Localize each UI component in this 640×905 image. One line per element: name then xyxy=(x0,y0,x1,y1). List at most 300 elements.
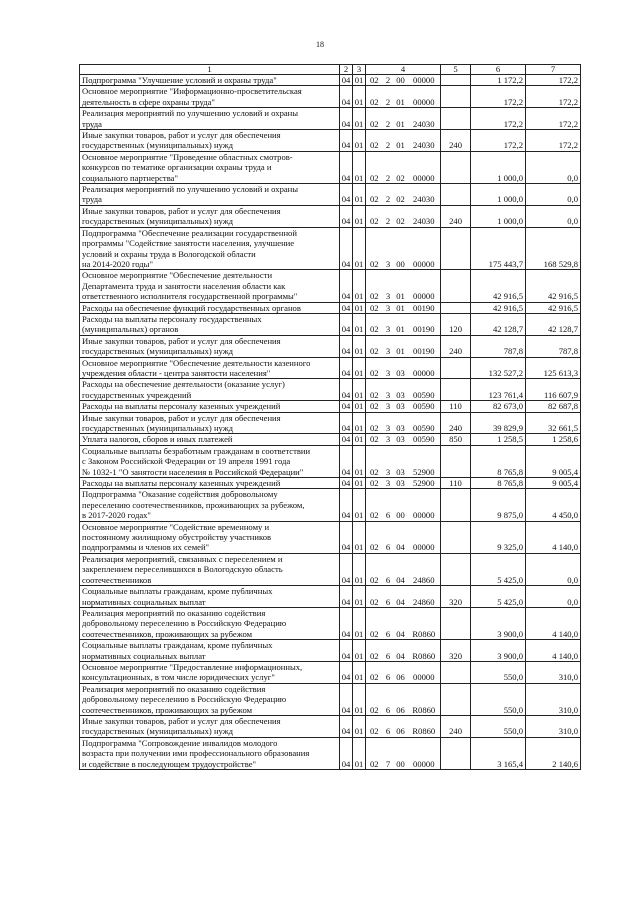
section-code: 04 xyxy=(340,75,353,86)
expense-type-code xyxy=(441,151,471,183)
program-code: 02 xyxy=(366,737,383,769)
subsection-code: 01 xyxy=(353,335,366,357)
expense-type-code xyxy=(441,445,471,477)
program-code: 02 xyxy=(366,640,383,662)
subprogram-code: 3 xyxy=(383,401,394,412)
amount-col-7: 0,0 xyxy=(526,184,581,206)
header-col-7: 7 xyxy=(526,65,581,75)
row-name: Расходы на обеспечение деятельности (оказание услуг) государственных учреждений xyxy=(80,379,340,401)
expense-type-code: 240 xyxy=(441,412,471,434)
subprogram-code: 3 xyxy=(383,445,394,477)
table-row xyxy=(80,151,581,183)
header-col-2: 2 xyxy=(340,65,353,75)
section-code: 04 xyxy=(340,302,353,313)
subprogram-code: 3 xyxy=(383,478,394,489)
section-code: 04 xyxy=(340,205,353,227)
table-row xyxy=(80,205,581,227)
subprogram-code: 2 xyxy=(383,151,394,183)
row-name: Иные закупки товаров, работ и услуг для обеспечения государственных (муниципальных) нужд xyxy=(80,130,340,152)
program-code: 02 xyxy=(366,445,383,477)
activity-code: 03 xyxy=(394,478,408,489)
amount-col-6: 9 325,0 xyxy=(471,521,526,553)
row-name: Основное мероприятие "Обеспечение деятельности Департамента труда и занятости населения области как ответственного исполнителя государственной программы" xyxy=(80,270,340,302)
section-code: 04 xyxy=(340,445,353,477)
subsection-code: 01 xyxy=(353,737,366,769)
amount-col-6: 3 900,0 xyxy=(471,607,526,639)
direction-code: 24860 xyxy=(408,553,441,585)
direction-code: 00000 xyxy=(408,357,441,379)
program-code: 02 xyxy=(366,335,383,357)
subsection-code: 01 xyxy=(353,401,366,412)
table-row xyxy=(80,108,581,130)
amount-col-7: 0,0 xyxy=(526,553,581,585)
row-name: Расходы на выплаты персоналу казенных учреждений xyxy=(80,478,340,489)
section-code: 04 xyxy=(340,401,353,412)
program-code: 02 xyxy=(366,313,383,335)
subsection-code: 01 xyxy=(353,521,366,553)
expense-type-code: 240 xyxy=(441,715,471,737)
row-name: Социальные выплаты гражданам, кроме публичных нормативных социальных выплат xyxy=(80,586,340,608)
subprogram-code: 6 xyxy=(383,640,394,662)
amount-col-7: 172,2 xyxy=(526,108,581,130)
subsection-code: 01 xyxy=(353,108,366,130)
program-code: 02 xyxy=(366,521,383,553)
header-col-1: 1 xyxy=(80,65,340,75)
amount-col-7: 0,0 xyxy=(526,586,581,608)
subsection-code: 01 xyxy=(353,489,366,521)
subprogram-code: 6 xyxy=(383,489,394,521)
subprogram-code: 2 xyxy=(383,75,394,86)
amount-col-7: 82 687,8 xyxy=(526,401,581,412)
amount-col-6: 550,0 xyxy=(471,683,526,715)
amount-col-7: 168 529,8 xyxy=(526,227,581,270)
row-name: Иные закупки товаров, работ и услуг для обеспечения государственных (муниципальных) нужд xyxy=(80,205,340,227)
amount-col-6: 5 425,0 xyxy=(471,553,526,585)
amount-col-6: 42 916,5 xyxy=(471,270,526,302)
expense-type-code xyxy=(441,379,471,401)
row-name: Реализация мероприятий по оказанию содействия добровольному переселению в Российскую Федерацию соотечественников, проживающих за рубежом xyxy=(80,683,340,715)
expense-type-code: 110 xyxy=(441,478,471,489)
subprogram-code: 3 xyxy=(383,379,394,401)
subsection-code: 01 xyxy=(353,586,366,608)
table-row xyxy=(80,521,581,553)
section-code: 04 xyxy=(340,478,353,489)
section-code: 04 xyxy=(340,130,353,152)
expense-type-code: 120 xyxy=(441,313,471,335)
table-row xyxy=(80,184,581,206)
row-name: Реализация мероприятий, связанных с переселением и закреплением переселившихся в Вологодскую область соотечественников xyxy=(80,553,340,585)
program-code: 02 xyxy=(366,357,383,379)
program-code: 02 xyxy=(366,302,383,313)
program-code: 02 xyxy=(366,108,383,130)
direction-code: 24030 xyxy=(408,130,441,152)
subprogram-code: 2 xyxy=(383,184,394,206)
direction-code: 00590 xyxy=(408,434,441,445)
amount-col-7: 1 258,6 xyxy=(526,434,581,445)
amount-col-6: 1 172,2 xyxy=(471,75,526,86)
amount-col-6: 172,2 xyxy=(471,130,526,152)
amount-col-6: 1 000,0 xyxy=(471,205,526,227)
amount-col-6: 1 000,0 xyxy=(471,184,526,206)
amount-col-6: 550,0 xyxy=(471,715,526,737)
activity-code: 00 xyxy=(394,737,408,769)
expense-type-code xyxy=(441,521,471,553)
program-code: 02 xyxy=(366,607,383,639)
section-code: 04 xyxy=(340,335,353,357)
direction-code: 00590 xyxy=(408,379,441,401)
section-code: 04 xyxy=(340,553,353,585)
row-name: Уплата налогов, сборов и иных платежей xyxy=(80,434,340,445)
activity-code: 04 xyxy=(394,607,408,639)
amount-col-7: 125 613,3 xyxy=(526,357,581,379)
program-code: 02 xyxy=(366,130,383,152)
direction-code: 24030 xyxy=(408,205,441,227)
activity-code: 03 xyxy=(394,379,408,401)
header-col-6: 6 xyxy=(471,65,526,75)
subprogram-code: 3 xyxy=(383,270,394,302)
amount-col-6: 123 761,4 xyxy=(471,379,526,401)
program-code: 02 xyxy=(366,553,383,585)
program-code: 02 xyxy=(366,184,383,206)
section-code: 04 xyxy=(340,715,353,737)
table-row xyxy=(80,478,581,489)
direction-code: 24030 xyxy=(408,108,441,130)
subprogram-code: 6 xyxy=(383,661,394,683)
row-name: Реализация мероприятий по улучшению условий и охраны труда xyxy=(80,108,340,130)
expense-type-code xyxy=(441,737,471,769)
activity-code: 04 xyxy=(394,521,408,553)
activity-code: 01 xyxy=(394,130,408,152)
direction-code: 00000 xyxy=(408,737,441,769)
activity-code: 06 xyxy=(394,683,408,715)
row-name: Подпрограмма "Обеспечение реализации государственной программы "Содействие занятости населения, улучшение условий и охраны труда в Вологодской области на 2014-2020 годы" xyxy=(80,227,340,270)
table-row xyxy=(80,270,581,302)
table-row xyxy=(80,227,581,270)
section-code: 04 xyxy=(340,227,353,270)
section-code: 04 xyxy=(340,521,353,553)
direction-code: 52900 xyxy=(408,445,441,477)
activity-code: 03 xyxy=(394,412,408,434)
amount-col-6: 172,2 xyxy=(471,108,526,130)
subsection-code: 01 xyxy=(353,607,366,639)
amount-col-7: 4 140,0 xyxy=(526,640,581,662)
section-code: 04 xyxy=(340,270,353,302)
subprogram-code: 2 xyxy=(383,86,394,108)
amount-col-7: 310,0 xyxy=(526,683,581,715)
direction-code: 00000 xyxy=(408,270,441,302)
section-code: 04 xyxy=(340,184,353,206)
subprogram-code: 3 xyxy=(383,434,394,445)
row-name: Основное мероприятие "Проведение областных смотров- конкурсов по тематике организации охраны труда и социального партнерства" xyxy=(80,151,340,183)
expense-type-code xyxy=(441,683,471,715)
direction-code: 00000 xyxy=(408,75,441,86)
row-name: Основное мероприятие "Предоставление информационных, консультационных, в том числе юридических услуг" xyxy=(80,661,340,683)
expense-type-code xyxy=(441,357,471,379)
activity-code: 02 xyxy=(394,205,408,227)
section-code: 04 xyxy=(340,434,353,445)
program-code: 02 xyxy=(366,661,383,683)
activity-code: 01 xyxy=(394,270,408,302)
table-row xyxy=(80,412,581,434)
subprogram-code: 3 xyxy=(383,227,394,270)
amount-col-6: 3 900,0 xyxy=(471,640,526,662)
amount-col-7: 172,2 xyxy=(526,130,581,152)
activity-code: 03 xyxy=(394,401,408,412)
subprogram-code: 6 xyxy=(383,715,394,737)
row-name: Социальные выплаты безработным гражданам в соответствии с Законом Российской Федерации от 19 апреля 1991 года № 1032-1 "О занятости населения в Российской Федерации" xyxy=(80,445,340,477)
expense-type-code xyxy=(441,302,471,313)
table-row xyxy=(80,553,581,585)
section-code: 04 xyxy=(340,683,353,715)
table-row xyxy=(80,130,581,152)
activity-code: 01 xyxy=(394,335,408,357)
direction-code: R0860 xyxy=(408,715,441,737)
subprogram-code: 6 xyxy=(383,521,394,553)
section-code: 04 xyxy=(340,661,353,683)
row-name: Иные закупки товаров, работ и услуг для обеспечения государственных (муниципальных) нужд xyxy=(80,412,340,434)
activity-code: 01 xyxy=(394,86,408,108)
row-name: Иные закупки товаров, работ и услуг для обеспечения государственных (муниципальных) нужд xyxy=(80,715,340,737)
table-row xyxy=(80,445,581,477)
table-row xyxy=(80,489,581,521)
activity-code: 06 xyxy=(394,715,408,737)
amount-col-6: 8 765,8 xyxy=(471,445,526,477)
expense-type-code: 110 xyxy=(441,401,471,412)
program-code: 02 xyxy=(366,75,383,86)
direction-code: 24030 xyxy=(408,184,441,206)
subprogram-code: 2 xyxy=(383,130,394,152)
row-name: Реализация мероприятий по улучшению условий и охраны труда xyxy=(80,184,340,206)
subsection-code: 01 xyxy=(353,205,366,227)
table-row xyxy=(80,335,581,357)
subsection-code: 01 xyxy=(353,661,366,683)
table-row xyxy=(80,737,581,769)
table-row xyxy=(80,661,581,683)
activity-code: 02 xyxy=(394,184,408,206)
direction-code: 00190 xyxy=(408,335,441,357)
direction-code: 00000 xyxy=(408,521,441,553)
subsection-code: 01 xyxy=(353,379,366,401)
amount-col-7: 42 916,5 xyxy=(526,270,581,302)
amount-col-6: 82 673,0 xyxy=(471,401,526,412)
header-col-5: 5 xyxy=(441,65,471,75)
section-code: 04 xyxy=(340,86,353,108)
subprogram-code: 3 xyxy=(383,357,394,379)
row-name: Иные закупки товаров, работ и услуг для обеспечения государственных (муниципальных) нужд xyxy=(80,335,340,357)
expense-type-code xyxy=(441,553,471,585)
row-name: Подпрограмма "Сопровождение инвалидов молодого возраста при получении ими профессионального образования и содействие в последующем трудоустройстве" xyxy=(80,737,340,769)
subprogram-code: 2 xyxy=(383,205,394,227)
direction-code: R0860 xyxy=(408,607,441,639)
row-name: Реализация мероприятий по оказанию содействия добровольному переселению в Российскую Федерацию соотечественников, проживающих за рубежом xyxy=(80,607,340,639)
program-code: 02 xyxy=(366,715,383,737)
program-code: 02 xyxy=(366,379,383,401)
expense-type-code xyxy=(441,661,471,683)
subsection-code: 01 xyxy=(353,302,366,313)
direction-code: R0860 xyxy=(408,640,441,662)
amount-col-7: 310,0 xyxy=(526,661,581,683)
subsection-code: 01 xyxy=(353,434,366,445)
amount-col-6: 39 829,9 xyxy=(471,412,526,434)
direction-code: 00000 xyxy=(408,227,441,270)
amount-col-7: 4 140,0 xyxy=(526,521,581,553)
activity-code: 06 xyxy=(394,661,408,683)
activity-code: 04 xyxy=(394,586,408,608)
activity-code: 03 xyxy=(394,434,408,445)
table-row xyxy=(80,86,581,108)
direction-code: 00190 xyxy=(408,302,441,313)
amount-col-7: 116 607,9 xyxy=(526,379,581,401)
expense-type-code xyxy=(441,75,471,86)
expense-type-code: 320 xyxy=(441,640,471,662)
amount-col-7: 42 916,5 xyxy=(526,302,581,313)
direction-code: 52900 xyxy=(408,478,441,489)
header-col-3: 3 xyxy=(353,65,366,75)
row-name: Расходы на выплаты персоналу государственных (муниципальных) органов xyxy=(80,313,340,335)
row-name: Основное мероприятие "Обеспечение деятельности казенного учреждения области - центра занятости населения" xyxy=(80,357,340,379)
activity-code: 01 xyxy=(394,302,408,313)
amount-col-6: 550,0 xyxy=(471,661,526,683)
subsection-code: 01 xyxy=(353,313,366,335)
program-code: 02 xyxy=(366,86,383,108)
expense-type-code: 240 xyxy=(441,335,471,357)
direction-code: 00000 xyxy=(408,661,441,683)
subsection-code: 01 xyxy=(353,184,366,206)
amount-col-7: 0,0 xyxy=(526,151,581,183)
program-code: 02 xyxy=(366,151,383,183)
subprogram-code: 6 xyxy=(383,553,394,585)
table-row xyxy=(80,434,581,445)
expense-type-code xyxy=(441,108,471,130)
program-code: 02 xyxy=(366,683,383,715)
subsection-code: 01 xyxy=(353,715,366,737)
activity-code: 04 xyxy=(394,640,408,662)
section-code: 04 xyxy=(340,586,353,608)
subsection-code: 01 xyxy=(353,130,366,152)
row-name: Подпрограмма "Улучшение условий и охраны труда" xyxy=(80,75,340,86)
page-number: 18 xyxy=(316,40,324,49)
table-row xyxy=(80,75,581,86)
direction-code: 00590 xyxy=(408,401,441,412)
amount-col-6: 787,8 xyxy=(471,335,526,357)
amount-col-7: 2 140,6 xyxy=(526,737,581,769)
program-code: 02 xyxy=(366,412,383,434)
row-name: Социальные выплаты гражданам, кроме публичных нормативных социальных выплат xyxy=(80,640,340,662)
subsection-code: 01 xyxy=(353,227,366,270)
activity-code: 04 xyxy=(394,553,408,585)
subsection-code: 01 xyxy=(353,683,366,715)
direction-code: 00000 xyxy=(408,489,441,521)
row-name: Подпрограмма "Оказание содействия добровольному переселению соотечественников, проживающих за рубежом, в 2017-2020 годах" xyxy=(80,489,340,521)
section-code: 04 xyxy=(340,357,353,379)
table-row xyxy=(80,401,581,412)
row-name: Основное мероприятие "Содействие временному и постоянному жилищному обустройству участников подпрограммы и членов их семей" xyxy=(80,521,340,553)
subprogram-code: 3 xyxy=(383,412,394,434)
program-code: 02 xyxy=(366,586,383,608)
amount-col-6: 42 128,7 xyxy=(471,313,526,335)
activity-code: 01 xyxy=(394,108,408,130)
table-row xyxy=(80,715,581,737)
program-code: 02 xyxy=(366,434,383,445)
expense-type-code xyxy=(441,489,471,521)
subsection-code: 01 xyxy=(353,553,366,585)
amount-col-6: 1 000,0 xyxy=(471,151,526,183)
amount-col-6: 1 258,5 xyxy=(471,434,526,445)
subprogram-code: 7 xyxy=(383,737,394,769)
amount-col-7: 9 005,4 xyxy=(526,445,581,477)
amount-col-6: 42 916,5 xyxy=(471,302,526,313)
table-body xyxy=(80,75,581,770)
program-code: 02 xyxy=(366,205,383,227)
row-name: Основное мероприятие "Информационно-просветительская деятельность в сфере охраны труда" xyxy=(80,86,340,108)
activity-code: 02 xyxy=(394,151,408,183)
section-code: 04 xyxy=(340,640,353,662)
direction-code: 00000 xyxy=(408,86,441,108)
expense-type-code xyxy=(441,607,471,639)
activity-code: 00 xyxy=(394,227,408,270)
activity-code: 03 xyxy=(394,357,408,379)
subsection-code: 01 xyxy=(353,270,366,302)
expense-type-code: 240 xyxy=(441,130,471,152)
program-code: 02 xyxy=(366,401,383,412)
subsection-code: 01 xyxy=(353,640,366,662)
amount-col-7: 9 005,4 xyxy=(526,478,581,489)
expense-type-code xyxy=(441,227,471,270)
subprogram-code: 6 xyxy=(383,586,394,608)
subprogram-code: 3 xyxy=(383,302,394,313)
amount-col-7: 0,0 xyxy=(526,205,581,227)
subsection-code: 01 xyxy=(353,478,366,489)
program-code: 02 xyxy=(366,478,383,489)
section-code: 04 xyxy=(340,489,353,521)
subsection-code: 01 xyxy=(353,75,366,86)
amount-col-7: 32 661,5 xyxy=(526,412,581,434)
amount-col-7: 310,0 xyxy=(526,715,581,737)
activity-code: 01 xyxy=(394,313,408,335)
table-row xyxy=(80,607,581,639)
expense-type-code xyxy=(441,270,471,302)
subsection-code: 01 xyxy=(353,445,366,477)
direction-code: 00190 xyxy=(408,313,441,335)
direction-code: 00590 xyxy=(408,412,441,434)
table-row xyxy=(80,313,581,335)
header-col-4: 4 xyxy=(366,65,441,75)
program-code: 02 xyxy=(366,270,383,302)
table-row xyxy=(80,379,581,401)
table-row xyxy=(80,302,581,313)
amount-col-7: 42 128,7 xyxy=(526,313,581,335)
table-row xyxy=(80,640,581,662)
direction-code: 00000 xyxy=(408,151,441,183)
expense-type-code: 320 xyxy=(441,586,471,608)
header-row xyxy=(80,65,581,75)
table-row xyxy=(80,586,581,608)
direction-code: 24860 xyxy=(408,586,441,608)
amount-col-7: 172,2 xyxy=(526,86,581,108)
section-code: 04 xyxy=(340,737,353,769)
expense-type-code: 240 xyxy=(441,205,471,227)
activity-code: 00 xyxy=(394,75,408,86)
section-code: 04 xyxy=(340,313,353,335)
expense-type-code xyxy=(441,184,471,206)
expense-type-code xyxy=(441,86,471,108)
expense-type-code: 850 xyxy=(441,434,471,445)
subsection-code: 01 xyxy=(353,86,366,108)
row-name: Расходы на обеспечение функций государственных органов xyxy=(80,302,340,313)
amount-col-7: 4 450,0 xyxy=(526,489,581,521)
amount-col-6: 172,2 xyxy=(471,86,526,108)
direction-code: R0860 xyxy=(408,683,441,715)
